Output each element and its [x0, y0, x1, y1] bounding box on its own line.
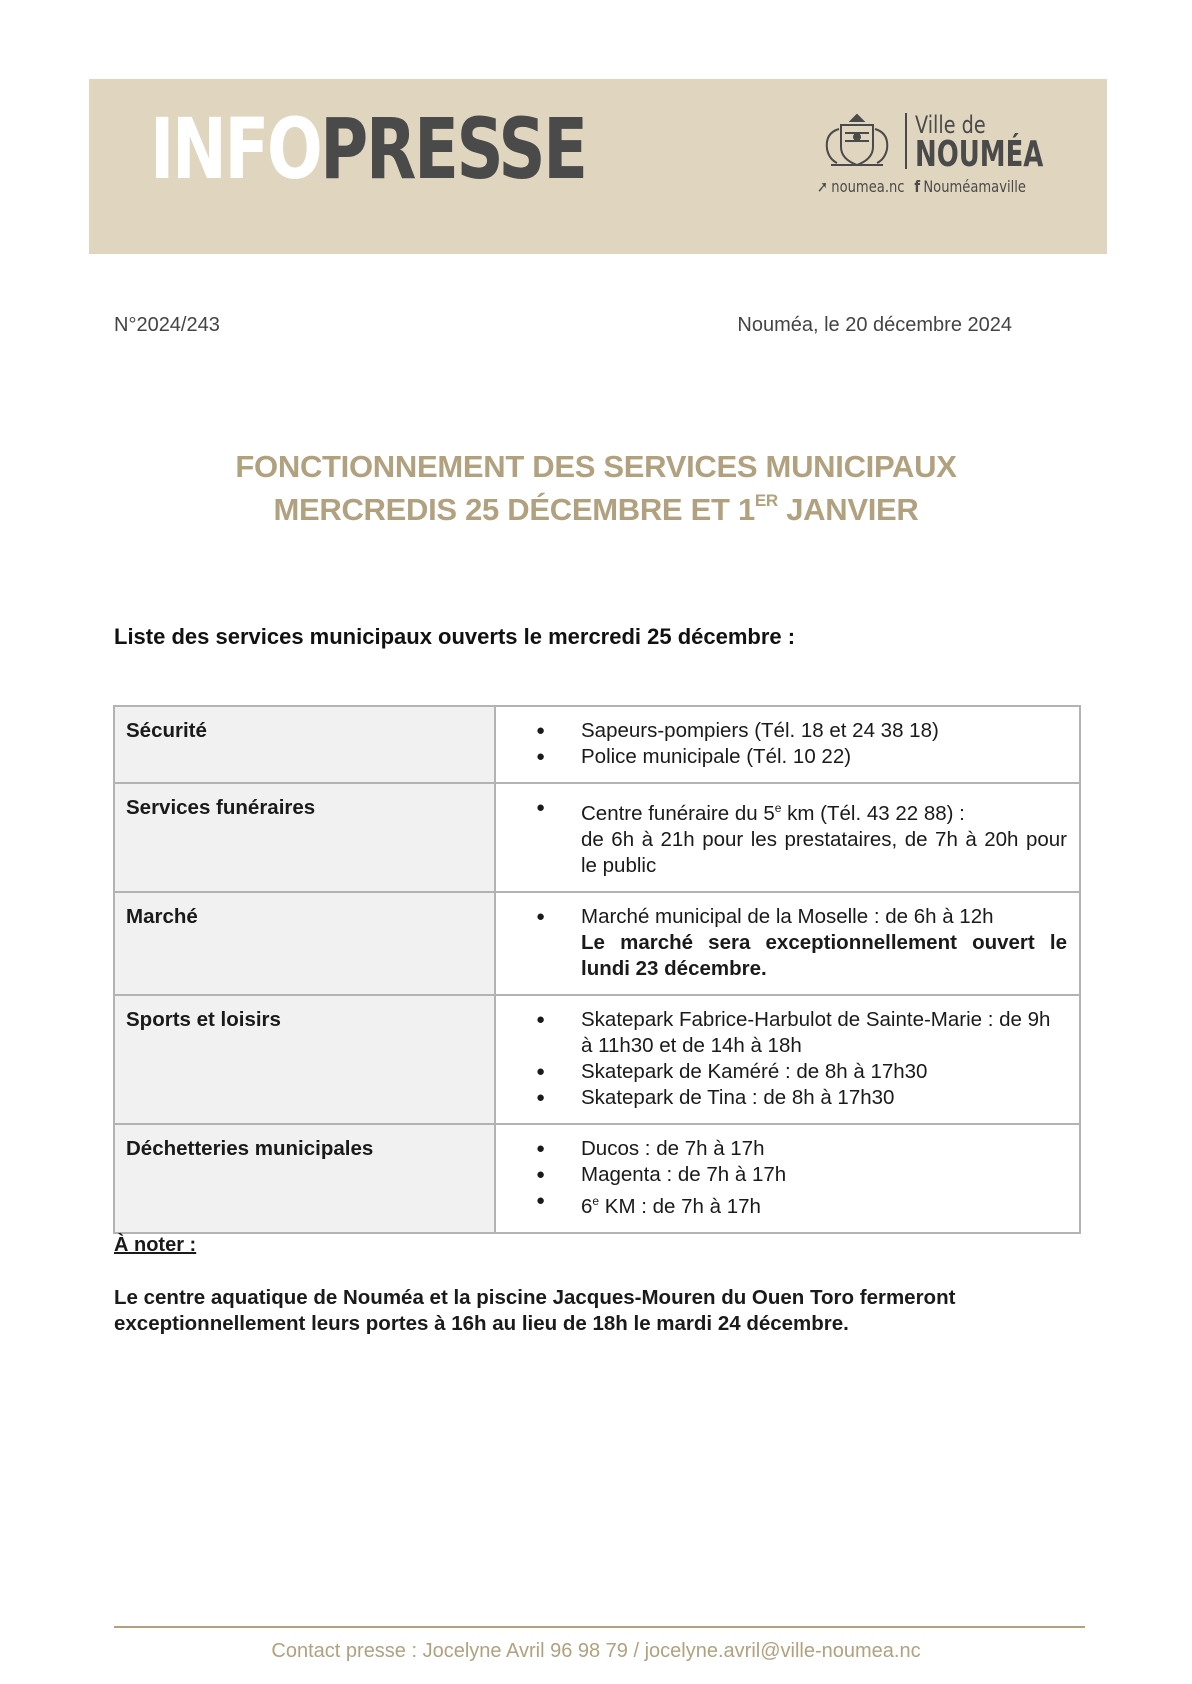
note-text: Le centre aquatique de Nouméa et la piscine Jacques-Mouren du Ouen Toro fermeront exceptionnellement leurs portes à 16h au lieu de 18h le mardi 24 décembre. — [114, 1286, 956, 1335]
website-link[interactable]: noumea.nc — [831, 177, 905, 196]
title-superscript: ER — [754, 491, 778, 510]
services-table — [113, 705, 1081, 1234]
press-release-date: Nouméa, le 20 décembre 2024 — [737, 314, 1012, 336]
list-item: ● Ducos : de 7h à 17h — [506, 1136, 1067, 1162]
item-text-line2: de 6h à 21h pour les prestataires, de 7h à 20h pour le public — [581, 828, 1067, 877]
items-cell — [495, 1124, 1080, 1233]
items-cell — [495, 783, 1080, 892]
list-item: ● Sapeurs-pompiers (Tél. 18 et 24 38 18) — [506, 718, 1067, 744]
list-item: ● Skatepark Fabrice-Harbulot de Sainte-Marie : de 9h à 11h30 et de 14h à 18h — [506, 1007, 1067, 1059]
category-cell: Services funéraires — [114, 783, 495, 892]
note-title: À noter : — [114, 1234, 197, 1256]
table-row — [114, 783, 1080, 892]
table-row — [114, 706, 1080, 783]
item-superscript: e — [774, 801, 782, 815]
items-cell — [495, 892, 1080, 995]
header-band — [89, 79, 1107, 254]
item-superscript: e — [592, 1194, 600, 1208]
item-text: 6 — [581, 1195, 593, 1218]
logo-ville-de: Ville de — [915, 111, 986, 139]
item-bold-note: Le marché sera exceptionnellement ouvert le lundi 23 décembre. — [581, 931, 1067, 980]
item-text: ● Marché municipal de la Moselle : de 6h à 12h — [581, 905, 994, 928]
footer-divider — [114, 1626, 1085, 1628]
items-cell — [495, 995, 1080, 1124]
list-item: ● Skatepark de Tina : de 8h à 17h30 — [506, 1085, 1067, 1111]
item-text: KM : de 7h à 17h — [599, 1195, 761, 1218]
list-item: ● Magenta : de 7h à 17h — [506, 1162, 1067, 1188]
table-row — [114, 892, 1080, 995]
document-title-line1: FONCTIONNEMENT DES SERVICES MUNICIPAUX — [235, 449, 957, 484]
arrow-icon: ➚ — [817, 177, 828, 196]
logo-noumea: NOUMÉA — [915, 134, 1044, 175]
category-cell: Déchetteries municipales — [114, 1124, 495, 1233]
logo-links — [817, 177, 1026, 196]
table-row — [114, 1124, 1080, 1233]
item-text: km (Tél. 43 22 88) : — [781, 802, 965, 825]
list-item — [506, 904, 1067, 982]
ville-de-noumea-logo — [817, 109, 1097, 199]
category-cell: Sécurité — [114, 706, 495, 783]
facebook-link[interactable]: Nouméamaville — [923, 177, 1026, 196]
brand-part-info: INFO — [150, 100, 321, 198]
facebook-icon: f — [914, 177, 921, 196]
category-cell: Marché — [114, 892, 495, 995]
table-row — [114, 995, 1080, 1124]
item-text: Centre funéraire du 5 — [581, 802, 775, 825]
list-item: ● Police municipale (Tél. 10 22) — [506, 744, 1067, 770]
title-line2-main: MERCREDIS 25 DÉCEMBRE ET 1 — [273, 492, 755, 527]
items-cell — [495, 706, 1080, 783]
list-item — [506, 1188, 1067, 1220]
city-crest-icon — [817, 109, 897, 171]
press-release-number: N°2024/243 — [114, 314, 220, 336]
document-title-line2 — [0, 491, 1192, 528]
info-presse-wordmark — [150, 100, 586, 198]
footer-contact: Contact presse : Jocelyne Avril 96 98 79 / jocelyne.avril@ville-noumea.nc — [271, 1640, 921, 1662]
title-line2-end: JANVIER — [777, 492, 919, 527]
category-cell: Sports et loisirs — [114, 995, 495, 1124]
list-item — [506, 795, 1067, 879]
brand-part-presse: PRESSE — [320, 100, 586, 198]
logo-divider — [905, 113, 907, 169]
list-item: ● Skatepark de Kaméré : de 8h à 17h30 — [506, 1059, 1067, 1085]
list-heading: Liste des services municipaux ouverts le mercredi 25 décembre : — [114, 624, 796, 649]
